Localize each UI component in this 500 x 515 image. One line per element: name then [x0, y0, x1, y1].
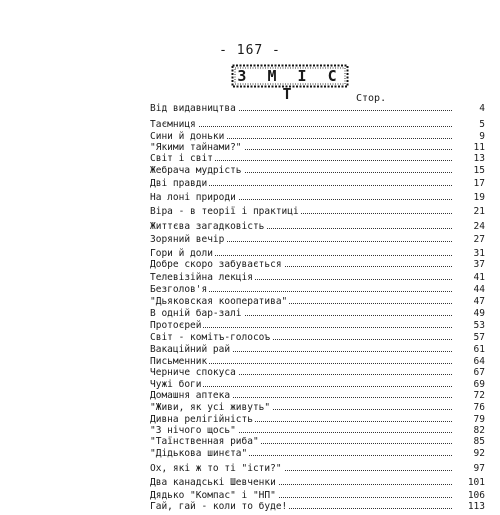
toc-entry-title: Письменник [150, 356, 208, 367]
toc-entry-title: "Якими тайнами?" [150, 142, 242, 153]
toc-entry-page: 4 [479, 103, 485, 114]
toc-entry-title: В одній бар-залі [150, 308, 242, 319]
toc-entry-title: Безголов'я [150, 284, 208, 295]
toc-entry-title: Гай, гай - коли то буде! [150, 501, 288, 512]
toc-entry-page: 44 [473, 284, 485, 295]
toc-entry-title: "З нічого щось" [150, 425, 236, 436]
page-number: - 167 - [219, 43, 281, 58]
toc-entry-page: 24 [473, 221, 485, 232]
toc-entry-title: "Таїнственная риба" [150, 436, 259, 447]
toc-entry-title: Домашня аптека [150, 390, 231, 401]
toc-entry-title: Гори й доли [150, 248, 213, 259]
toc-entry [150, 165, 485, 179]
toc-entry-page: 61 [473, 344, 485, 355]
toc-entry-page: 113 [467, 501, 485, 512]
toc-entry [150, 234, 485, 248]
toc-entry-page: 79 [473, 414, 485, 425]
toc-entry-page: 53 [473, 320, 485, 331]
toc-entry-title: Вакаційний рай [150, 344, 231, 355]
toc-entry-title: Дивна релігійність [150, 414, 253, 425]
toc-entry-title: Життєва загадковість [150, 221, 265, 232]
toc-entry-page: 13 [473, 153, 485, 164]
toc-entry-page: 47 [473, 296, 485, 307]
toc-entry-title: На лоні природи [150, 192, 236, 203]
page-column-header: Стор. [356, 93, 387, 104]
toc-entry-page: 15 [473, 165, 485, 176]
toc-entry [150, 477, 485, 491]
toc-entry-title: Дві правди [150, 178, 208, 189]
toc-entry-page: 67 [473, 367, 485, 378]
toc-entry-page: 21 [473, 206, 485, 217]
toc-entry [150, 103, 485, 117]
toc-entry-title: "Живи, як усі живуть" [150, 402, 271, 413]
toc-entry-page: 5 [479, 119, 485, 130]
toc-entry-page: 101 [467, 477, 485, 488]
toc-entry-title: Світ і світ [150, 153, 213, 164]
toc-entry-page: 19 [473, 192, 485, 203]
toc-entry-page: 57 [473, 332, 485, 343]
toc-entry [150, 259, 485, 273]
toc-entry-title: Телевізійна лекція [150, 272, 253, 283]
contents-title: З М І С Т [237, 67, 343, 103]
toc-entry-title: Два канадські Шевченки [150, 477, 276, 488]
toc-entry-page: 41 [473, 272, 485, 283]
toc-entry [150, 463, 485, 477]
toc-entry-page: 17 [473, 178, 485, 189]
toc-entry-title: Жебрача мудрість [150, 165, 242, 176]
toc-entry-title: Добре скоро забувається [150, 259, 282, 270]
toc-entry-page: 11 [473, 142, 485, 153]
toc-entry-page: 69 [473, 379, 485, 390]
toc-entry-title: Світ - комітъ-голосоъ [150, 332, 271, 343]
toc-entry-title: Ох, які ж то ті "істи?" [150, 463, 282, 474]
toc-entry [150, 192, 485, 206]
toc-entry-page: 31 [473, 248, 485, 259]
toc-entry-page: 37 [473, 259, 485, 270]
toc-entry-page: 82 [473, 425, 485, 436]
toc-entry-page: 9 [479, 131, 485, 142]
toc-entry-title: Віра - в теорії і практиці [150, 206, 299, 217]
toc-entry [150, 448, 485, 462]
toc-entry-page: 92 [473, 448, 485, 459]
toc-entry-page: 64 [473, 356, 485, 367]
toc-entry-page: 106 [467, 490, 485, 501]
toc-entry-title: Дядько "Компас" і "НП" [150, 490, 276, 501]
toc-entry [150, 178, 485, 192]
toc-entry-title: Протоєрей [150, 320, 202, 331]
toc-entry [150, 221, 485, 235]
toc-entry-page: 97 [473, 463, 485, 474]
toc-entry-title: Черниче спокуса [150, 367, 236, 378]
toc-entry-title: "Дідькова шинєта" [150, 448, 248, 459]
toc-entry-page: 72 [473, 390, 485, 401]
toc-entry-page: 85 [473, 436, 485, 447]
toc-entry-page: 49 [473, 308, 485, 319]
toc-entry-title: Таємниця [150, 119, 196, 130]
toc-entry-title: Сини й доньки [150, 131, 225, 142]
contents-title-box [231, 64, 349, 103]
toc-entry-page: 27 [473, 234, 485, 245]
toc-entry-title: Зоряний вечір [150, 234, 225, 245]
toc-entry [150, 501, 485, 515]
toc-entry-title: Від видавництва [150, 103, 236, 114]
toc-entry [150, 206, 485, 220]
toc-entry-title: Чужі боги [150, 379, 202, 390]
toc-entry-page: 76 [473, 402, 485, 413]
toc-entry-title: "Дьяковская кооператива" [150, 296, 288, 307]
